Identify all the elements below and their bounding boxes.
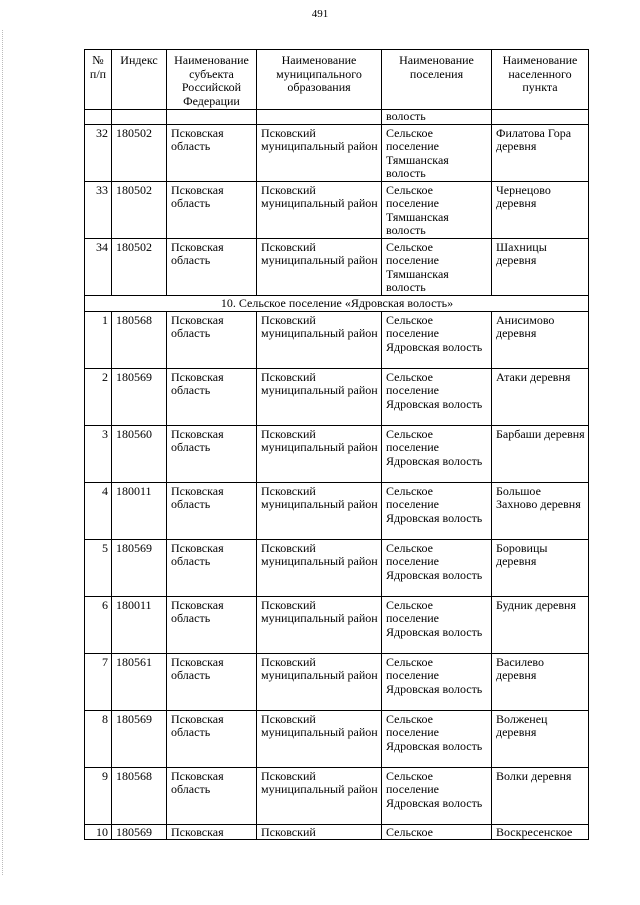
cell-settlement: Сельское поселение Ядровская волость [382, 368, 492, 425]
cell-municipality: Псковский муниципальный район [257, 124, 382, 181]
cell-number: 5 [85, 539, 112, 596]
cell-subject: Псковская область [167, 482, 257, 539]
cell-number: 8 [85, 710, 112, 767]
scan-edge [2, 30, 4, 875]
cell-municipality: Псковский муниципальный район [257, 181, 382, 238]
cell-subject: Псковская область [167, 368, 257, 425]
cell-settlement: Сельское поселение Ядровская волость [382, 653, 492, 710]
cell-municipality: Псковский муниципальный район [257, 238, 382, 295]
cell-locality: Анисимово деревня [492, 311, 589, 368]
column-header-locality: Наименование населенного пункта [492, 50, 589, 110]
cell-settlement: Сельское поселение Ядровская волость [382, 710, 492, 767]
column-header-subject: Наименование субъекта Российской Федерации [167, 50, 257, 110]
cell-number: 1 [85, 311, 112, 368]
cell-subject: Псковская область [167, 596, 257, 653]
cell-settlement: Сельское поселение Тямшанская волость [382, 124, 492, 181]
table-row [85, 482, 589, 539]
cell-subject [167, 110, 257, 125]
cell-settlement: Сельское [382, 824, 492, 840]
table-row [85, 181, 589, 238]
cell-settlement: Сельское поселение Ядровская волость [382, 482, 492, 539]
table-row [85, 311, 589, 368]
cell-settlement: волость [382, 110, 492, 125]
cell-index: 180568 [112, 767, 167, 824]
cell-index: 180560 [112, 425, 167, 482]
cell-number: 10 [85, 824, 112, 840]
table-row [85, 124, 589, 181]
cell-index: 180561 [112, 653, 167, 710]
cell-settlement: Сельское поселение Ядровская волость [382, 767, 492, 824]
cell-subject: Псковская область [167, 311, 257, 368]
cell-number: 33 [85, 181, 112, 238]
column-header-index: Индекс [112, 50, 167, 110]
table-row [85, 710, 589, 767]
cell-subject: Псковская область [167, 124, 257, 181]
cell-number: 7 [85, 653, 112, 710]
cell-locality: Воскресенское [492, 824, 589, 840]
cell-locality: Будник деревня [492, 596, 589, 653]
cell-municipality: Псковский [257, 824, 382, 840]
cell-locality: Боровицы деревня [492, 539, 589, 596]
cell-locality: Атаки деревня [492, 368, 589, 425]
column-header-number: № п/п [85, 50, 112, 110]
cell-settlement: Сельское поселение Тямшанская волость [382, 181, 492, 238]
continuation-row [85, 110, 589, 125]
cell-number: 4 [85, 482, 112, 539]
cell-locality: Большое Захново деревня [492, 482, 589, 539]
cell-municipality: Псковский муниципальный район [257, 539, 382, 596]
cell-locality: Волженец деревня [492, 710, 589, 767]
cell-number: 9 [85, 767, 112, 824]
cell-index: 180011 [112, 482, 167, 539]
cell-subject: Псковская область [167, 710, 257, 767]
cell-locality: Волки деревня [492, 767, 589, 824]
table-row [85, 824, 589, 840]
cell-locality [492, 110, 589, 125]
cell-subject: Псковская область [167, 767, 257, 824]
cell-locality: Филатова Гора деревня [492, 124, 589, 181]
cell-municipality: Псковский муниципальный район [257, 710, 382, 767]
table-row [85, 425, 589, 482]
cell-subject: Псковская область [167, 539, 257, 596]
cell-municipality [257, 110, 382, 125]
cell-subject: Псковская [167, 824, 257, 840]
table-header-row [85, 50, 589, 110]
cell-number: 32 [85, 124, 112, 181]
table-row [85, 596, 589, 653]
cell-municipality: Псковский муниципальный район [257, 653, 382, 710]
cell-number: 6 [85, 596, 112, 653]
cell-settlement: Сельское поселение Тямшанская волость [382, 238, 492, 295]
cell-subject: Псковская область [167, 653, 257, 710]
table-row [85, 539, 589, 596]
page-number: 491 [311, 8, 329, 20]
cell-municipality: Псковский муниципальный район [257, 482, 382, 539]
cell-municipality: Псковский муниципальный район [257, 596, 382, 653]
section-title-row [85, 295, 589, 311]
cell-settlement: Сельское поселение Ядровская волость [382, 539, 492, 596]
section-title: 10. Сельское поселение «Ядровская волость» [85, 295, 589, 311]
cell-number [85, 110, 112, 125]
cell-subject: Псковская область [167, 238, 257, 295]
cell-locality: Барбаши деревня [492, 425, 589, 482]
cell-index: 180569 [112, 539, 167, 596]
cell-settlement: Сельское поселение Ядровская волость [382, 596, 492, 653]
cell-settlement: Сельское поселение Ядровская волость [382, 311, 492, 368]
table-row [85, 767, 589, 824]
table-row [85, 368, 589, 425]
cell-locality: Василево деревня [492, 653, 589, 710]
cell-index: 180569 [112, 368, 167, 425]
cell-municipality: Псковский муниципальный район [257, 425, 382, 482]
cell-number: 34 [85, 238, 112, 295]
cell-index: 180502 [112, 238, 167, 295]
cell-index: 180502 [112, 181, 167, 238]
table-row [85, 653, 589, 710]
cell-index: 180568 [112, 311, 167, 368]
cell-index: 180011 [112, 596, 167, 653]
cell-index: 180569 [112, 710, 167, 767]
cell-index: 180569 [112, 824, 167, 840]
cell-number: 2 [85, 368, 112, 425]
column-header-settlement: Наименование поселения [382, 50, 492, 110]
cell-number: 3 [85, 425, 112, 482]
cell-municipality: Псковский муниципальный район [257, 311, 382, 368]
cell-settlement: Сельское поселение Ядровская волость [382, 425, 492, 482]
cell-locality: Чернецово деревня [492, 181, 589, 238]
cell-index [112, 110, 167, 125]
column-header-municipality: Наименование муниципального образования [257, 50, 382, 110]
cell-municipality: Псковский муниципальный район [257, 368, 382, 425]
cell-municipality: Псковский муниципальный район [257, 767, 382, 824]
cell-locality: Шахницы деревня [492, 238, 589, 295]
table-row [85, 238, 589, 295]
cell-subject: Псковская область [167, 425, 257, 482]
cell-subject: Псковская область [167, 181, 257, 238]
cell-index: 180502 [112, 124, 167, 181]
settlements-table [84, 49, 589, 840]
